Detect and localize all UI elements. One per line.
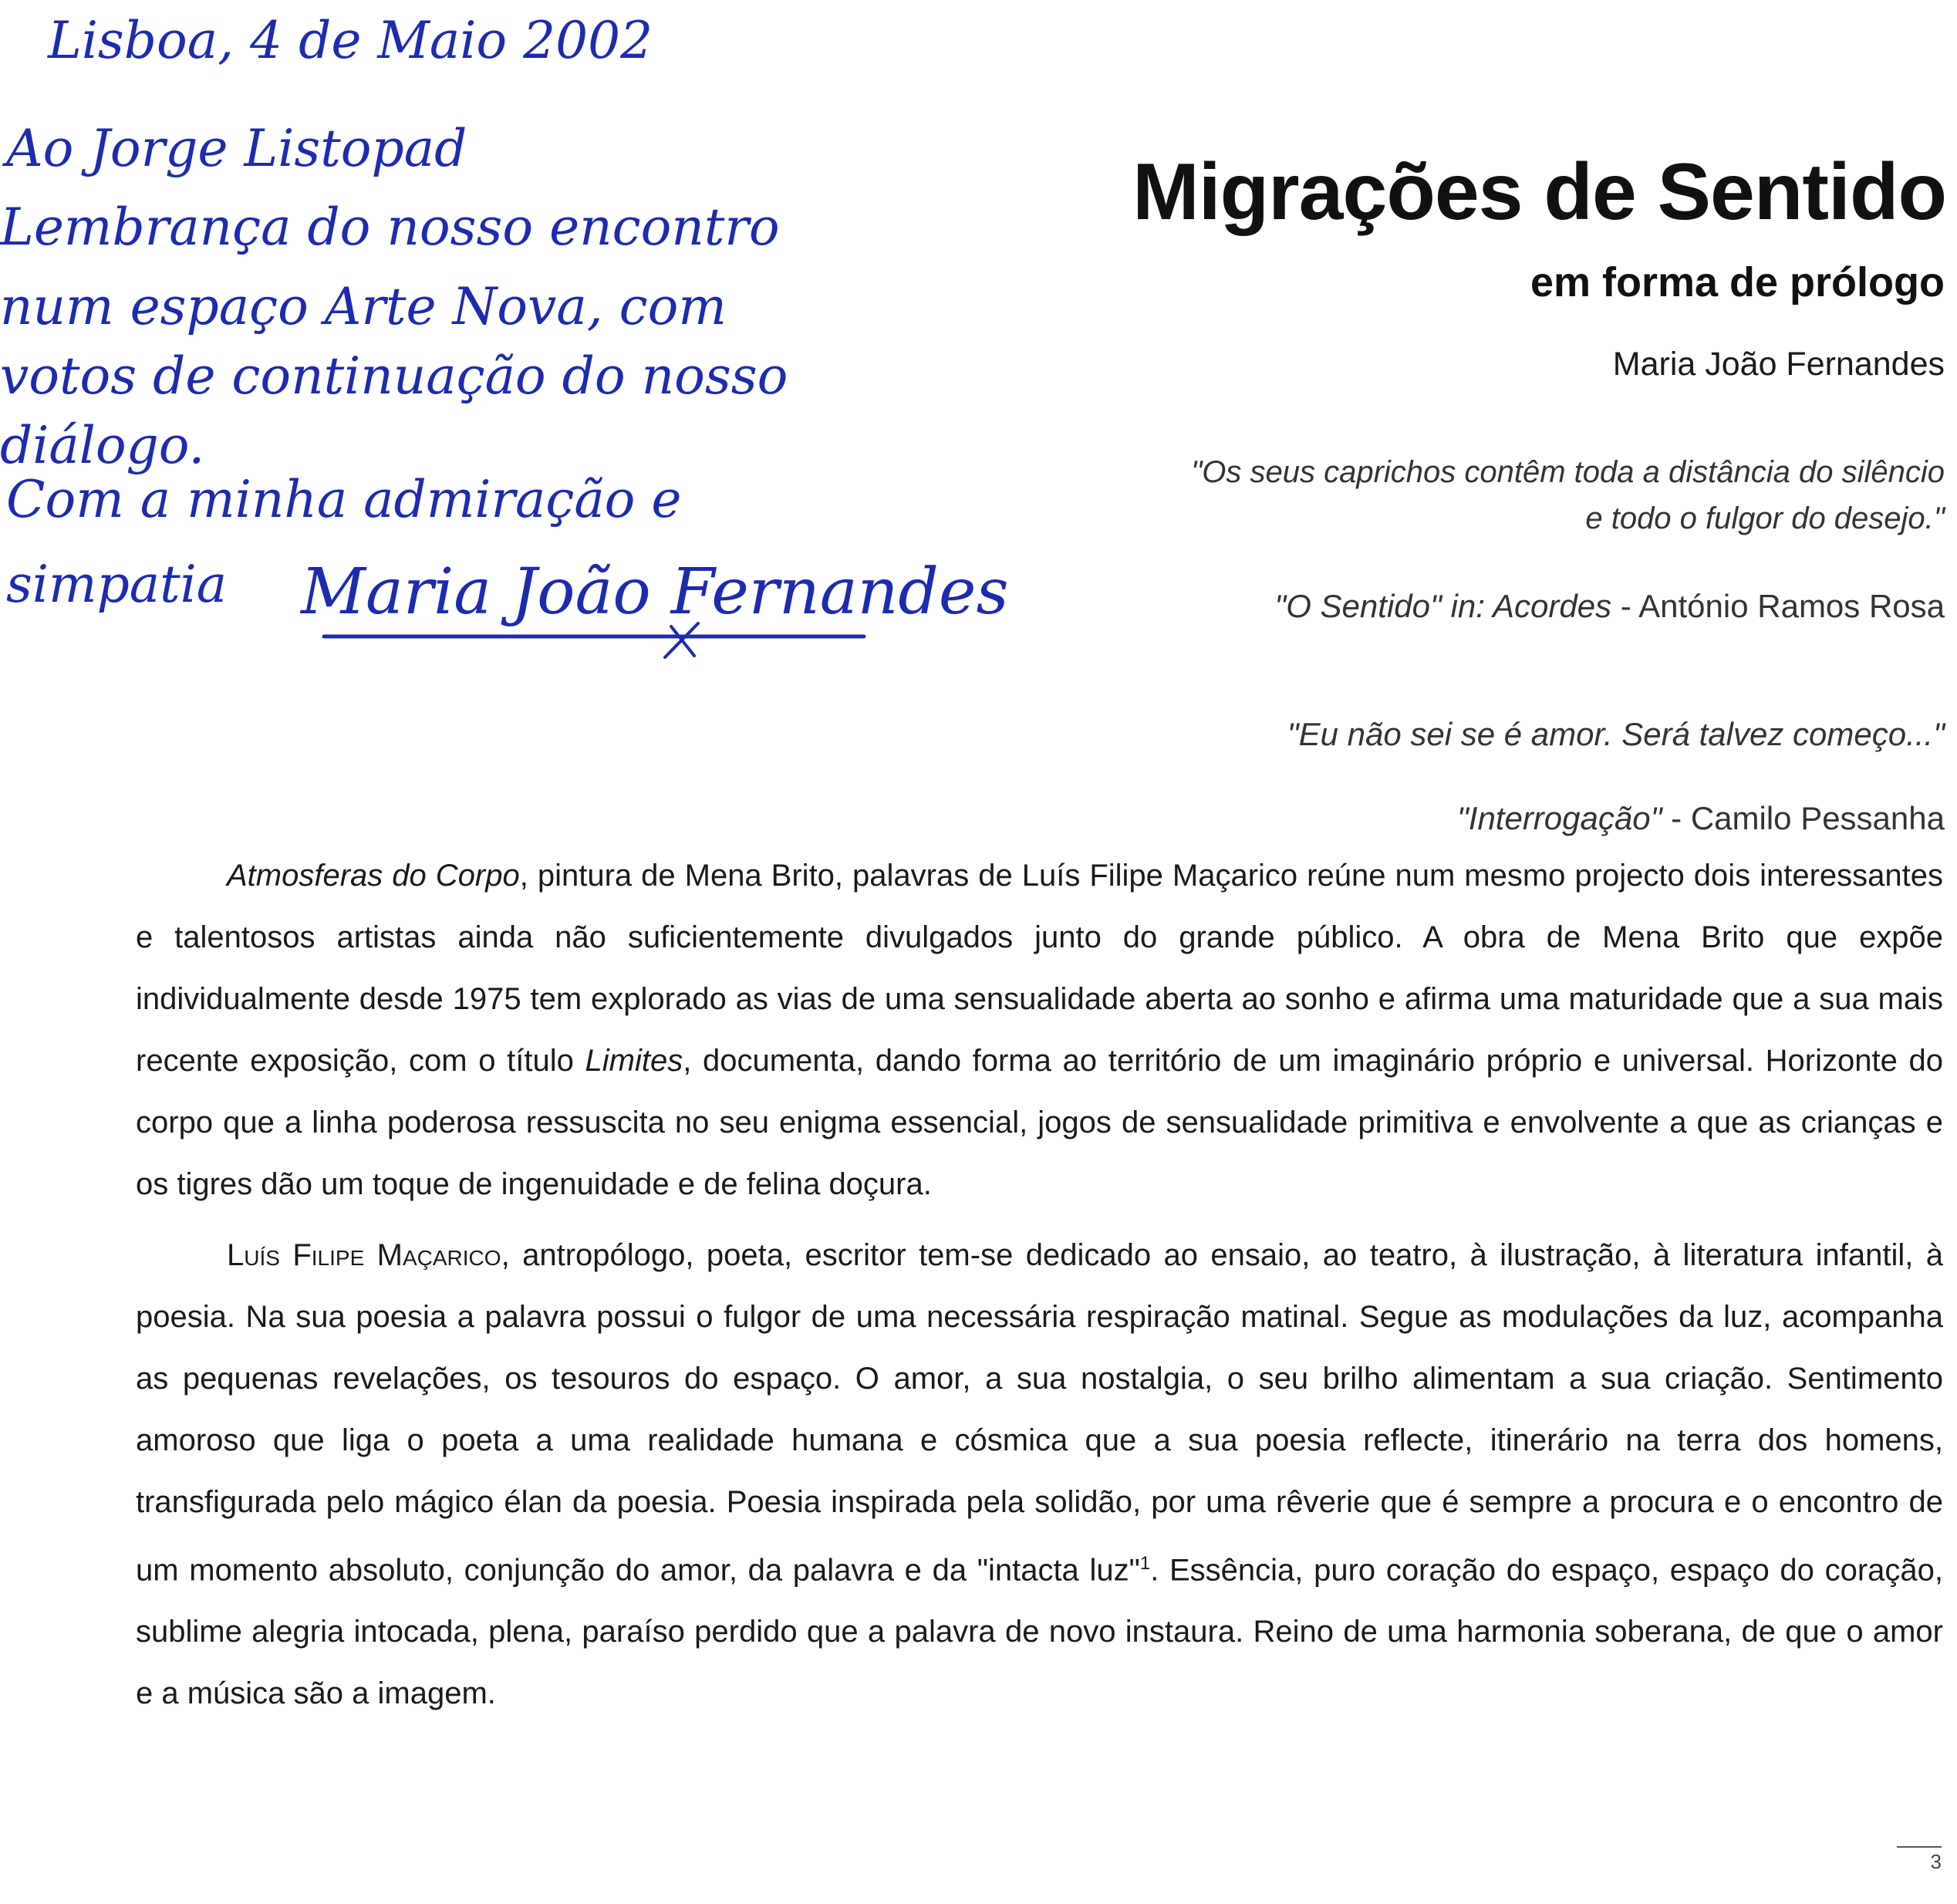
poet-name: Luís Filipe Maçarico: [227, 1238, 501, 1272]
epigraph-source: [1274, 588, 1945, 625]
epigraph-source: [1457, 800, 1945, 837]
epigraph-source-author: - Camilo Pessanha: [1662, 800, 1945, 836]
handwritten-line: votos de continuação do nosso: [0, 346, 788, 406]
body-paragraph-1: [136, 845, 1943, 1215]
epigraph-source-title: "O Sentido" in: Acordes: [1274, 588, 1612, 624]
page-number-rule: [1897, 1846, 1942, 1848]
body-text: [136, 845, 1943, 1734]
handwritten-signature: [293, 532, 1009, 663]
handwritten-line: Lisboa, 4 de Maio 2002: [48, 11, 653, 70]
handwritten-line: diálogo.: [0, 416, 205, 475]
paragraph-text: . Essência, puro coração do espaço, espaço do coração, sublime alegria intocada, plena, paraíso perdido que a palavra de novo instaura. Reino de uma harmonia soberana, de que o amor e a música são a imagem.: [136, 1553, 1943, 1711]
handwritten-line: num espaço Arte Nova, com: [0, 277, 727, 336]
epigraph-source-author: - António Ramos Rosa: [1611, 588, 1945, 624]
handwritten-line: Lembrança do nosso encontro: [0, 197, 780, 257]
exhibition-limites: Limites: [585, 1044, 683, 1078]
author-name: Maria João Fernandes: [1612, 346, 1945, 383]
signature-text: Maria João Fernandes: [301, 555, 1009, 629]
paragraph-text: , antropólogo, poeta, escritor tem-se dedicado ao ensaio, ao teatro, à ilustração, à literatura infantil, à poesia. Na sua poesia a palavra possui o fulgor de uma necessária respiração matinal. Segue as modulações da luz, acompanha as pequenas revelações, os tesouros do espaço. O amor, a sua nostalgia, o seu brilho alimentam a sua criação. Sentimento amoroso que liga o poeta a uma realidade humana e cósmica que a sua poesia reflecte, itinerário na terra dos homens, transfigurada pelo mágico élan da poesia. Poesia inspirada pela solidão, por uma rêverie que é sempre a procura e o encontro de um momento absoluto, conjunção do amor, da palavra e da "intacta luz": [136, 1238, 1943, 1588]
footnote-marker: 1: [1139, 1553, 1151, 1574]
body-paragraph-2: [136, 1224, 1943, 1724]
epigraph-quote-line: e todo o fulgor do desejo.": [1585, 501, 1945, 535]
epigraph-source-title: "Interrogação": [1456, 800, 1662, 836]
exhibition-title: Atmosferas do Corpo: [227, 859, 520, 893]
epigraph-quote-line: "Os seus caprichos contêm toda a distância do silêncio: [1191, 455, 1945, 489]
handwritten-line: Com a minha admiração e: [6, 470, 682, 529]
handwritten-line: simpatia: [6, 555, 228, 614]
paragraph-text: , documenta, dando forma ao território de um imaginário próprio e universal. Horizonte do corpo que a linha poderosa ressuscita no seu enigma essencial, jogos de sensualidade primitiva e envolvente a que as crianças e os tigres dão um toque de ingenuidade e de felina doçura.: [136, 1044, 1944, 1201]
epigraph-quote-line: "Eu não sei se é amor. Será talvez começo...": [1287, 716, 1945, 752]
page-subtitle: em forma de prólogo: [1530, 259, 1945, 306]
page-title: Migrações de Sentido: [1132, 147, 1946, 237]
paragraph-text: , pintura de Mena Brito, palavras de Luís Filipe Maçarico reúne num mesmo projecto dois interessantes e talentosos artistas ainda não suficientemente divulgados junto do grande público. A obra de Mena Brito que expõe individualmente desde 1975 tem explorado as vias de uma sensualidade aberta ao sonho e afirma uma maturidade que a sua mais recente exposição, com o título: [136, 859, 1943, 1078]
handwritten-line: Ao Jorge Listopad: [6, 119, 467, 178]
page-number: 3: [1930, 1850, 1942, 1873]
